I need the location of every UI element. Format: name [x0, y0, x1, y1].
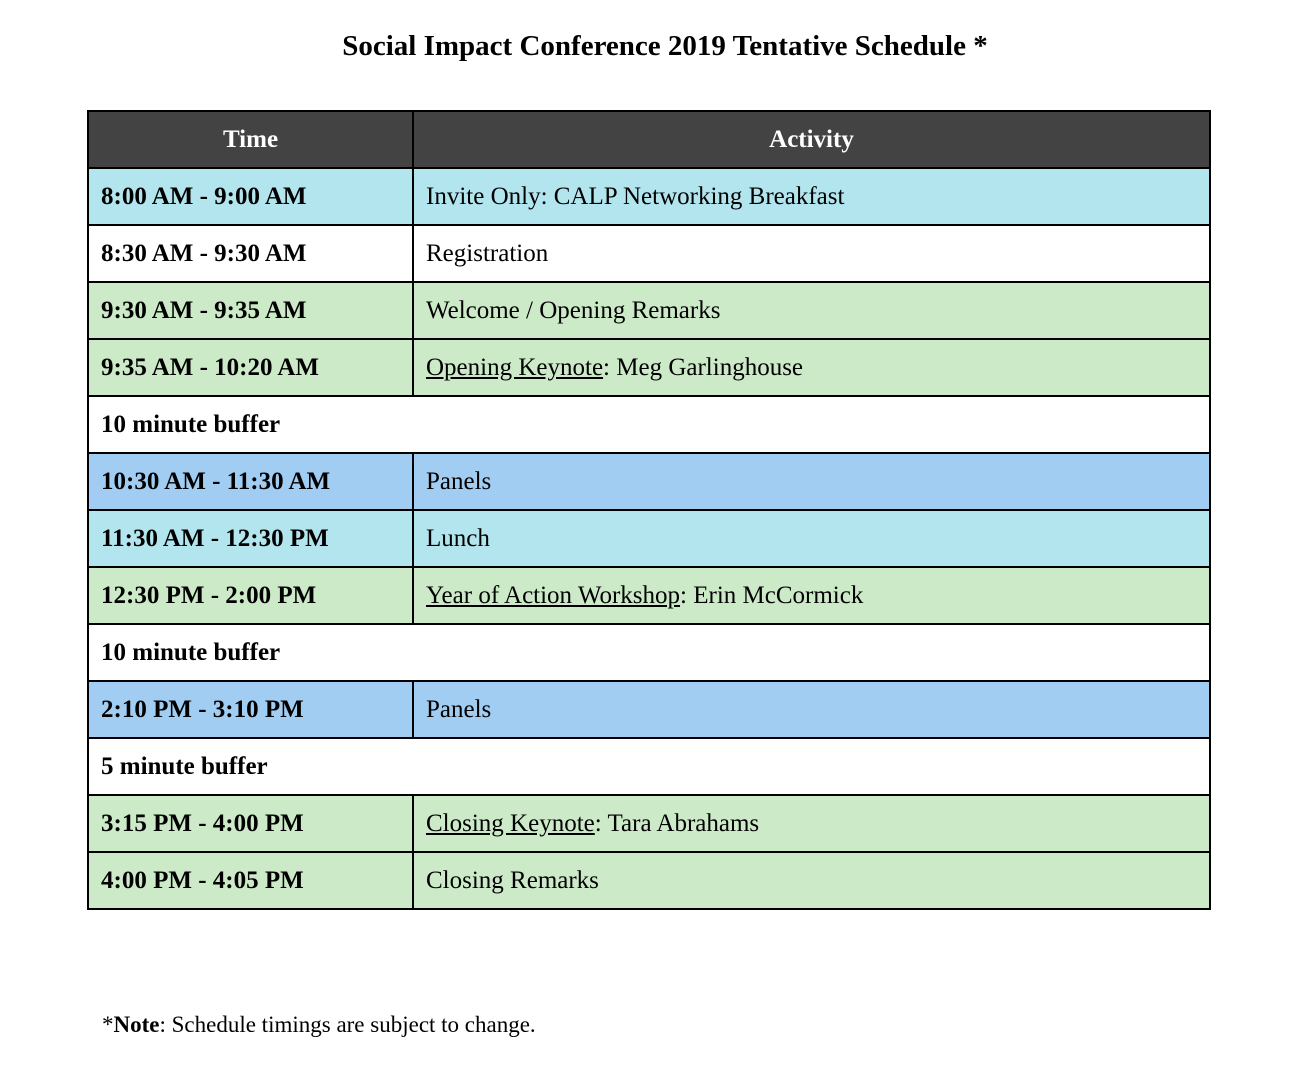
note-text: : Schedule timings are subject to change.	[159, 1012, 536, 1037]
activity-link[interactable]: Year of Action Workshop	[426, 581, 681, 609]
activity-cell	[413, 795, 1210, 852]
activity-cell	[413, 510, 1210, 567]
time-cell: 9:30 AM - 9:35 AM	[88, 282, 413, 339]
activity-text: Invite Only: CALP Networking Breakfast	[426, 182, 845, 210]
buffer-cell: 10 minute buffer	[88, 624, 1210, 681]
table-row	[88, 282, 1210, 339]
time-cell: 8:00 AM - 9:00 AM	[88, 168, 413, 225]
buffer-cell: 10 minute buffer	[88, 396, 1210, 453]
activity-text: Meg Garlinghouse	[616, 353, 804, 381]
activity-separator: :	[594, 809, 608, 837]
activity-cell	[413, 567, 1210, 624]
activity-cell	[413, 168, 1210, 225]
footnote	[102, 1010, 536, 1040]
time-cell: 2:10 PM - 3:10 PM	[88, 681, 413, 738]
activity-cell	[413, 282, 1210, 339]
activity-cell	[413, 852, 1210, 909]
buffer-cell: 5 minute buffer	[88, 738, 1210, 795]
activity-separator: :	[680, 581, 694, 609]
activity-text: Panels	[426, 467, 492, 495]
activity-link[interactable]: Closing Keynote	[426, 809, 595, 837]
table-row	[88, 225, 1210, 282]
time-cell: 12:30 PM - 2:00 PM	[88, 567, 413, 624]
activity-text: Registration	[426, 239, 549, 267]
activity-text: Erin McCormick	[693, 581, 864, 609]
table-header-row	[88, 111, 1210, 168]
schedule-table	[87, 110, 1211, 910]
buffer-row	[88, 624, 1210, 681]
time-cell: 10:30 AM - 11:30 AM	[88, 453, 413, 510]
header-time: Time	[88, 111, 413, 168]
time-cell: 3:15 PM - 4:00 PM	[88, 795, 413, 852]
activity-cell	[413, 453, 1210, 510]
table-row	[88, 339, 1210, 396]
table-row	[88, 453, 1210, 510]
activity-link[interactable]: Opening Keynote	[426, 353, 604, 381]
activity-cell	[413, 225, 1210, 282]
buffer-row	[88, 738, 1210, 795]
header-activity: Activity	[413, 111, 1210, 168]
activity-text: Welcome / Opening Remarks	[426, 296, 721, 324]
activity-text: Tara Abrahams	[607, 809, 760, 837]
table-row	[88, 567, 1210, 624]
time-cell: 8:30 AM - 9:30 AM	[88, 225, 413, 282]
activity-cell	[413, 681, 1210, 738]
activity-separator: :	[603, 353, 617, 381]
activity-text: Lunch	[426, 524, 490, 552]
time-cell: 4:00 PM - 4:05 PM	[88, 852, 413, 909]
table-row	[88, 795, 1210, 852]
activity-text: Closing Remarks	[426, 866, 599, 894]
activity-cell	[413, 339, 1210, 396]
table-row	[88, 852, 1210, 909]
note-prefix: *	[102, 1012, 114, 1037]
note-label: Note	[113, 1012, 160, 1037]
time-cell: 9:35 AM - 10:20 AM	[88, 339, 413, 396]
time-cell: 11:30 AM - 12:30 PM	[88, 510, 413, 567]
table-row	[88, 681, 1210, 738]
table-row	[88, 510, 1210, 567]
activity-text: Panels	[426, 695, 492, 723]
page-title: Social Impact Conference 2019 Tentative Schedule *	[342, 30, 988, 62]
table-row	[88, 168, 1210, 225]
buffer-row	[88, 396, 1210, 453]
